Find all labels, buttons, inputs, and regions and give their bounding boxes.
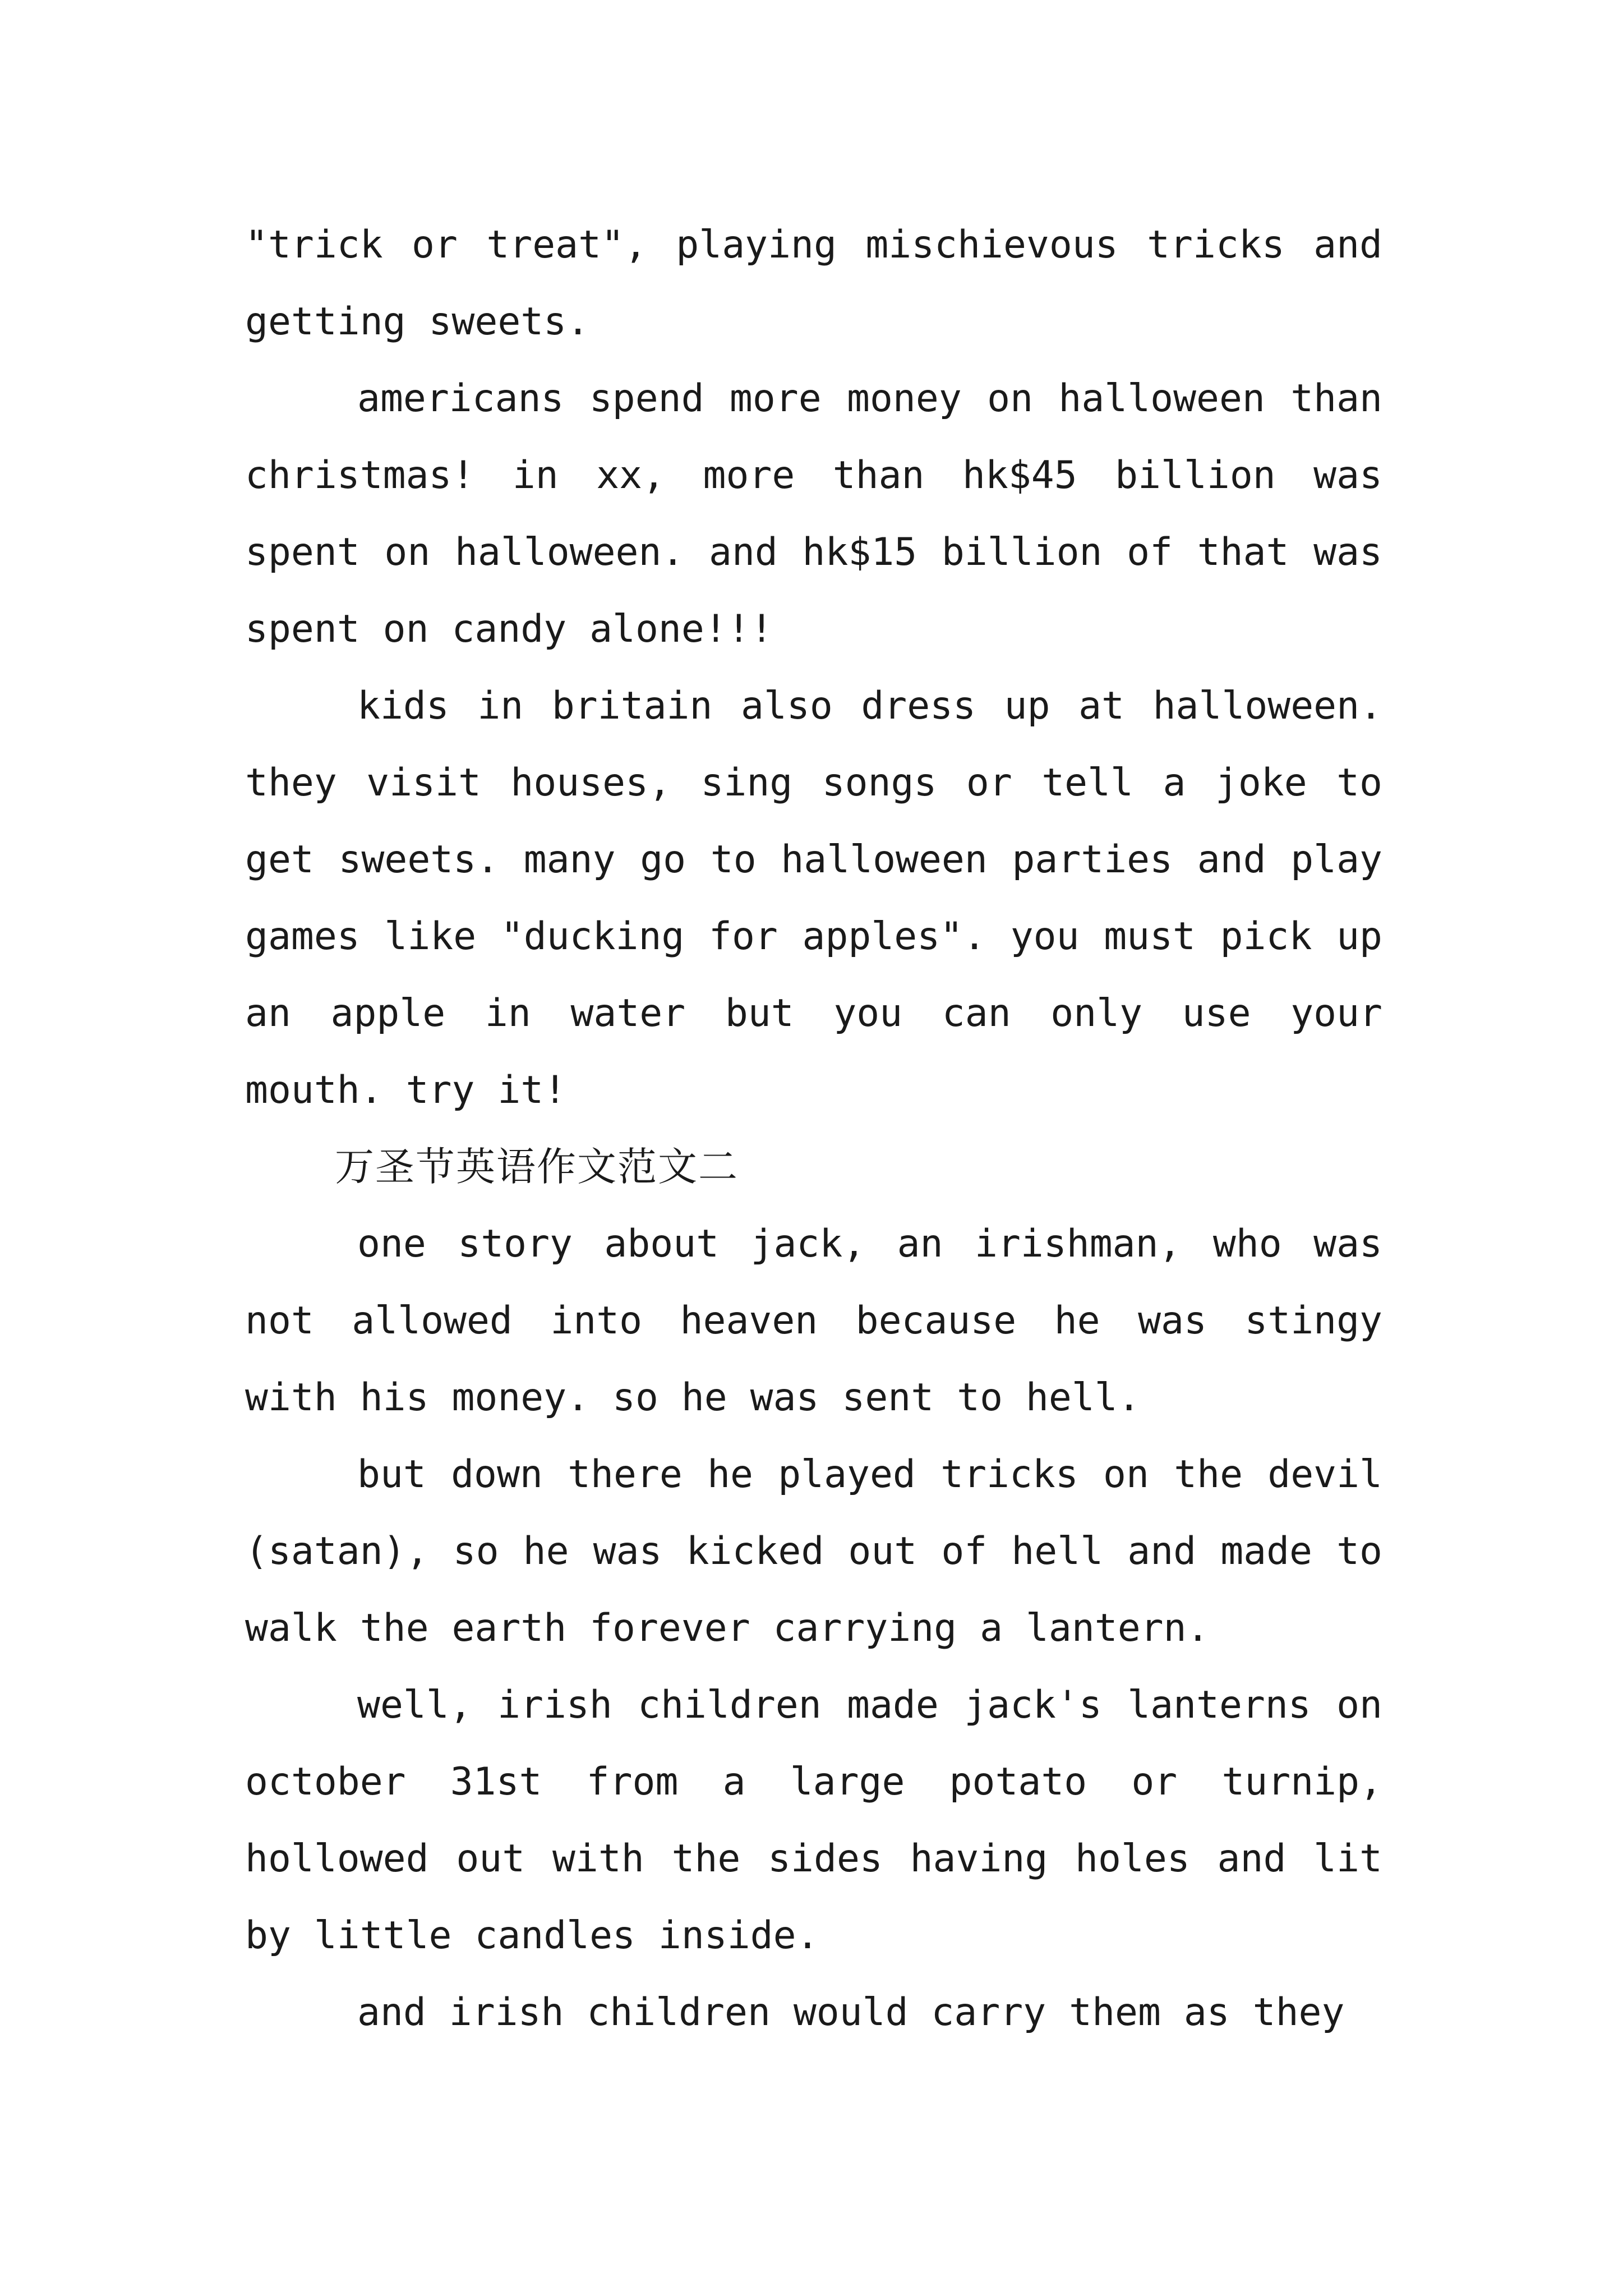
paragraph-britain-kids: kids in britain also dress up at halloween. they visit houses, sing songs or tell a joke to get sweets. many go to halloween parties and play games like "ducking for apples". you must pick up an apple in water but you can only use your mouth. try it! [245,684,1382,1112]
paragraph-jacks-lanterns: well, irish children made jack's lanterns on october 31st from a large potato or turnip, hollowed out with the sides having holes and lit by little candles inside. [245,1683,1382,1958]
section-heading: 万圣节英语作文范文二 [335,1144,739,1190]
paragraph-devil-tricks: but down there he played tricks on the devil (satan), so he was kicked out of hell and made to walk the earth forever carrying a lantern. [245,1452,1382,1650]
document-body [245,206,1382,2051]
paragraph-americans-spending: americans spend more money on halloween than christmas! in xx, more than hk$45 billion was spent on halloween. and hk$15 billion of that was spent on candy alone!!! [245,376,1382,651]
paragraph-jack-story: one story about jack, an irishman, who was not allowed into heaven because he was stingy with his money. so he was sent to hell. [245,1222,1382,1420]
paragraph-irish-children-carry: and irish children would carry them as they [357,1990,1345,2035]
paragraph-trick-or-treat: "trick or treat", playing mischievous tricks and getting sweets. [245,223,1382,344]
